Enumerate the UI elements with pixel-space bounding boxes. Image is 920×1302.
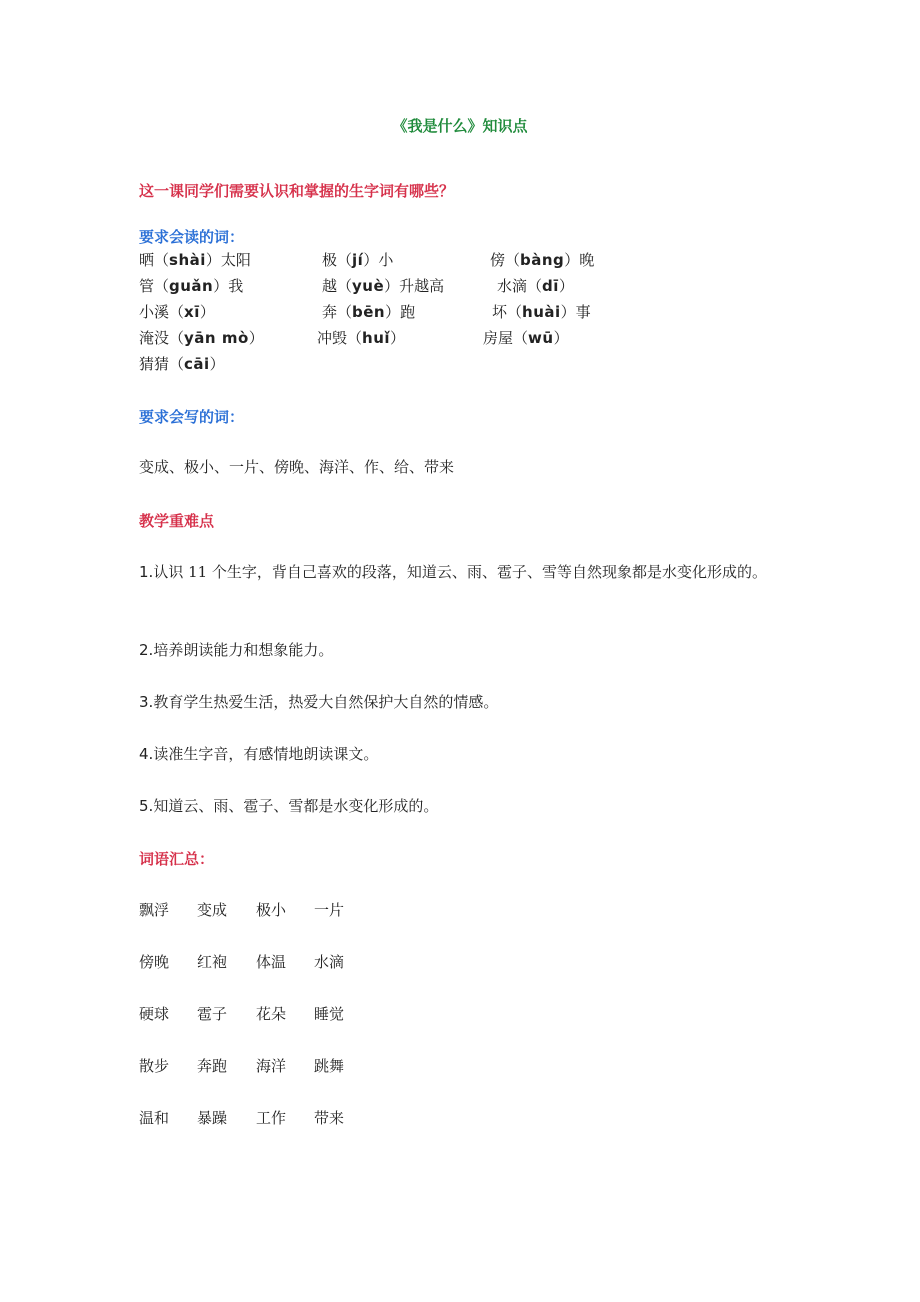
summary-word: 水滴	[314, 953, 345, 971]
summary-word: 红袍	[197, 953, 228, 971]
summary-word: 一片	[314, 901, 345, 919]
summary-word: 硬球	[139, 1005, 170, 1023]
focus-point: 3.教育学生热爱生活，热爱大自然保护大自然的情感。	[139, 693, 499, 711]
summary-word: 飘浮	[139, 901, 170, 919]
read-words-heading: 要求会读的词：	[139, 228, 245, 246]
focus-point: 1.认识 11 个生字，背自己喜欢的段落，知道云、雨、雹子、雪等自然现象都是水变化形成的。	[139, 563, 767, 581]
read-word: 淹没（yān mò）	[139, 329, 264, 347]
write-words-heading: 要求会写的词：	[139, 408, 245, 426]
question-heading: 这一课同学们需要认识和掌握的生字词有哪些？	[139, 182, 455, 200]
read-word: 奔（bēn）跑	[322, 303, 416, 321]
focus-point: 2.培养朗读能力和想象能力。	[139, 641, 334, 659]
summary-word: 极小	[256, 901, 287, 919]
read-word: 坏（huài）事	[492, 303, 591, 321]
read-word: 猜猜（cāi）	[139, 355, 225, 373]
summary-word: 暴躁	[197, 1109, 228, 1127]
read-word: 房屋（wū）	[483, 329, 569, 347]
summary-word: 睡觉	[314, 1005, 345, 1023]
read-word: 傍（bàng）晚	[490, 251, 595, 269]
summary-word: 体温	[256, 953, 287, 971]
summary-word: 傍晚	[139, 953, 170, 971]
summary-word: 散步	[139, 1057, 170, 1075]
focus-point: 5.知道云、雨、雹子、雪都是水变化形成的。	[139, 797, 439, 815]
summary-word: 变成	[197, 901, 228, 919]
summary-word: 温和	[139, 1109, 170, 1127]
read-word: 小溪（xī）	[139, 303, 215, 321]
read-word: 极（jí）小	[322, 251, 394, 269]
write-words-list: 变成、极小、一片、傍晚、海洋、作、给、带来	[139, 458, 455, 476]
summary-word: 跳舞	[314, 1057, 345, 1075]
summary-word: 雹子	[197, 1005, 228, 1023]
focus-point: 4.读准生字音，有感情地朗读课文。	[139, 745, 379, 763]
summary-word: 海洋	[256, 1057, 287, 1075]
focus-heading: 教学重难点	[139, 512, 215, 530]
read-word: 水滴（dī）	[497, 277, 574, 295]
document-title: 《我是什么》知识点	[392, 117, 528, 135]
read-word: 晒（shài）太阳	[139, 251, 251, 269]
read-word: 管（guǎn）我	[139, 277, 244, 295]
summary-heading: 词语汇总：	[139, 850, 215, 868]
read-word: 越（yuè）升越高	[322, 277, 445, 295]
read-word: 冲毁（huǐ）	[317, 329, 406, 347]
summary-word: 带来	[314, 1109, 345, 1127]
summary-word: 奔跑	[197, 1057, 228, 1075]
summary-word: 花朵	[256, 1005, 287, 1023]
summary-word: 工作	[256, 1109, 287, 1127]
